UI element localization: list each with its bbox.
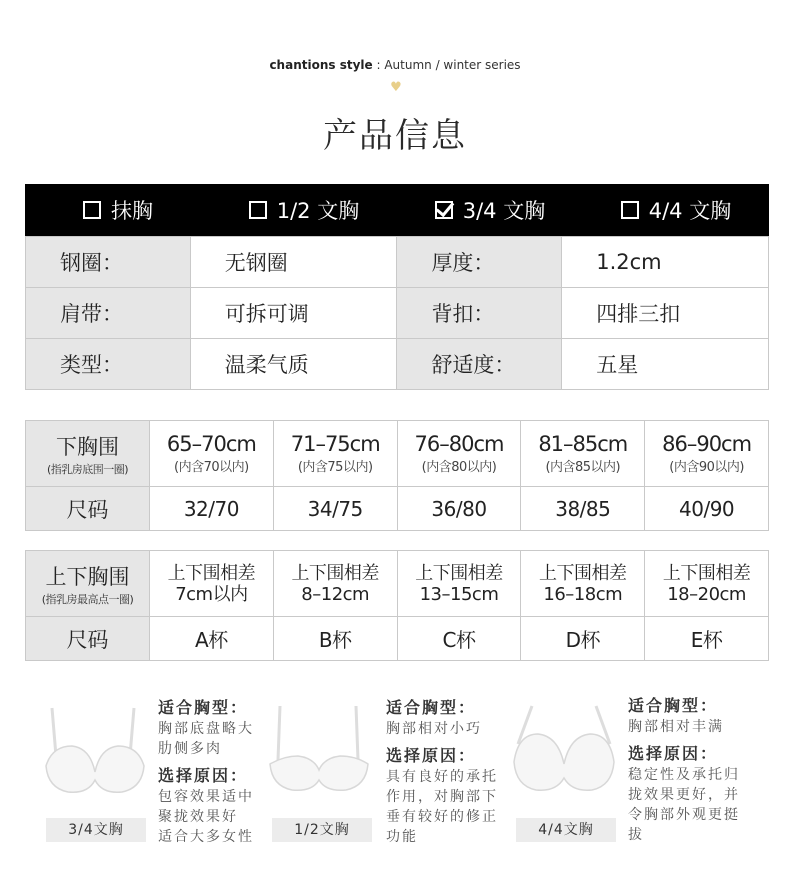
underbust-sublabel: (指乳房底围一圈) [46,462,129,476]
info-value: 五星 [562,339,769,390]
reason-title: 选择原因： [158,766,249,785]
diff-line1: 上下围相差 [415,562,503,584]
table-row [26,617,769,661]
info-value: 可拆可调 [190,288,397,339]
underbust-header [26,421,150,487]
reason-line: 适合大多女性 [158,829,254,845]
product-info-table [25,236,769,390]
size-value: 38/85 [521,487,645,531]
diff-line2: 13–15cm [419,583,499,605]
info-value: 温柔气质 [190,339,397,390]
cup-description [386,697,498,847]
size-label: 尺码 [26,487,150,531]
size-value: 40/90 [645,487,769,531]
info-label: 类型： [26,339,191,390]
reason-title: 选择原因： [386,746,477,765]
underbust-cell [273,421,397,487]
heart-icon: ♥ [390,80,402,95]
diff-line1: 上下围相差 [539,562,627,584]
diff-line2: 8–12cm [301,583,370,605]
full-cup-bra-image [510,704,618,796]
reason-line: 包容效果适中 [158,789,254,805]
option-half-cup [211,195,397,225]
cupdiff-sublabel: (指乳房最高点一圈) [41,592,134,606]
option-label: 抹胸 [111,199,153,223]
table-row [26,551,769,617]
info-label: 背扣： [397,288,562,339]
underbust-cell [645,421,769,487]
reason-line: 拢效果更好，并 [628,787,740,803]
checkbox-icon [83,201,101,219]
reason-line: 具有良好的承托 [386,769,498,785]
cupdiff-label: 上下胸围 [45,564,130,589]
reason-line: 功能 [386,829,418,845]
reason-line: 拔 [628,827,644,843]
range-note: (内含75以内) [297,460,373,475]
underbust-cell [521,421,645,487]
range-note: (内含80以内) [421,460,497,475]
info-label: 肩带： [26,288,191,339]
cupdiff-cell [150,551,274,617]
info-label: 厚度： [397,237,562,288]
cup-size-table [25,550,769,661]
page-title: 产品信息 [323,116,467,156]
cup-value: A杯 [150,617,274,661]
cup-value: D杯 [521,617,645,661]
diff-line2: 16–18cm [543,583,623,605]
diff-line1: 上下围相差 [662,562,751,584]
cupdiff-cell [521,551,645,617]
option-three-quarter-cup [397,195,583,225]
fit-title: 适合胸型： [628,696,719,715]
option-strapless [25,195,211,225]
reason-line: 垂有较好的修正 [386,809,498,825]
cup-caption: 1/2文胸 [272,818,372,842]
range-note: (内含90以内) [669,460,744,475]
info-value: 四排三扣 [562,288,769,339]
three-quarter-bra-image [42,706,148,796]
series-name: Autumn / winter series [384,58,521,72]
option-full-cup [583,195,769,225]
cupdiff-cell [397,551,521,617]
size-value: 34/75 [273,487,397,531]
reason-line: 令胸部外观更挺 [628,807,740,823]
underbust-cell [150,421,274,487]
tagline-separator: : [372,58,385,72]
table-row [26,487,769,531]
range: 71–75cm [290,432,380,456]
fit-line: 肋侧多肉 [158,741,222,757]
cup-caption: 4/4文胸 [516,818,616,842]
reason-line: 作用，对胸部下 [386,789,498,805]
cup-value: E杯 [645,617,769,661]
underbust-cell [397,421,521,487]
range: 65–70cm [166,432,256,456]
reason-line: 聚拢效果好 [158,809,238,825]
style-options-bar [25,184,769,236]
diff-line1: 上下围相差 [291,562,379,584]
table-row [26,339,769,390]
size-label: 尺码 [26,617,150,661]
diff-line2: 18–20cm [667,583,746,605]
cup-value: C杯 [397,617,521,661]
info-label: 钢圈： [26,237,191,288]
fit-line: 胸部相对丰满 [628,719,724,735]
table-row [26,237,769,288]
header-tagline [0,58,790,72]
info-value: 无钢圈 [190,237,397,288]
cup-description [158,697,254,847]
fit-line: 胸部底盘略大 [158,721,254,737]
reason-line: 稳定性及承托归 [628,767,740,783]
option-label: 4/4 文胸 [648,199,732,223]
cupdiff-cell [273,551,397,617]
range-note: (内含70以内) [174,460,249,475]
checkbox-icon [621,201,639,219]
reason-title: 选择原因： [628,744,719,763]
cup-description [628,695,740,845]
checkbox-checked-icon [435,201,453,219]
table-row [26,288,769,339]
size-value: 36/80 [397,487,521,531]
cupdiff-cell [645,551,769,617]
half-cup-bra-image [266,704,372,796]
fit-title: 适合胸型： [158,698,249,717]
fit-title: 适合胸型： [386,698,477,717]
info-value: 1.2cm [562,237,769,288]
cupdiff-header [26,551,150,617]
option-label: 1/2 文胸 [276,199,360,223]
info-label: 舒适度： [397,339,562,390]
size-value: 32/70 [150,487,274,531]
range: 76–80cm [414,432,504,456]
underbust-label: 下胸围 [56,434,119,459]
option-label: 3/4 文胸 [462,199,546,223]
checkbox-icon [249,201,267,219]
cup-caption: 3/4文胸 [46,818,146,842]
brand-name: chantions style [269,58,373,72]
range: 86–90cm [662,432,752,456]
cup-value: B杯 [273,617,397,661]
range: 81–85cm [538,432,628,456]
diff-line2: 7cm以内 [175,583,248,605]
range-note: (内含85以内) [545,460,621,475]
table-row [26,421,769,487]
fit-line: 胸部相对小巧 [386,721,482,737]
diff-line1: 上下围相差 [167,562,256,584]
underbust-size-table [25,420,769,531]
